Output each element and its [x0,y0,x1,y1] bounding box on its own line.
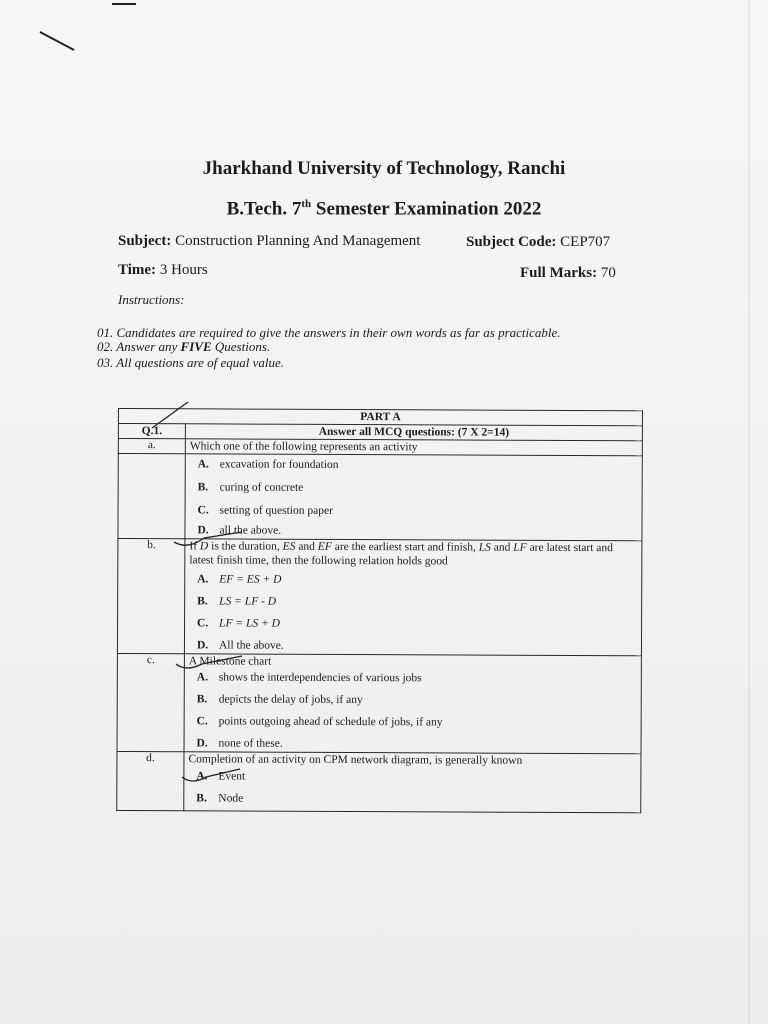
instructions-title: Instructions: [118,292,185,307]
question-number: Q.1. [118,424,185,439]
option: B. LS = LF - D [197,595,277,608]
subject-code-line: Subject Code: CEP707 [466,234,611,250]
instruction-3: 03. All questions are of equal value. [97,355,285,370]
question-stem: Completion of an activity on CPM network diagram, is generally known [188,753,523,767]
option: B. curing of concrete [197,481,304,494]
question-row [117,539,641,656]
option: D. none of these. [196,737,283,750]
option: A. excavation for foundation [197,458,339,471]
paper-fold [748,0,750,1024]
pen-dash-mark [110,0,140,8]
instruction-1: 01. Candidates are required to give the answers in their own words as far as practicable. [97,325,561,340]
question-row [118,439,642,456]
tick-mark-q1 [148,398,192,434]
answer-mark-c [178,765,258,787]
question-label: a. [118,439,185,454]
question-stem: A Milestone chart [188,655,272,668]
question-cell [184,539,641,656]
option: C. LF = LS + D [197,617,280,630]
question-label: d. [117,751,184,810]
option: B. depicts the delay of jobs, if any [196,693,363,707]
option: A. EF = ES + D [197,573,282,586]
answer-mark-b [172,652,252,676]
part-a-heading: PART A [118,409,642,426]
option: D. all the above. [197,524,282,537]
full-marks-line: Full Marks: 70 [520,265,616,281]
question-table [116,408,643,813]
question-stem: If D is the duration, ES and EF are the earliest start and finish, LS and LF are latest start and latest finish time, then the following relation holds good [189,540,613,568]
pen-stroke-mark [38,28,78,53]
options-cell [185,454,642,541]
option: C. setting of question paper [197,504,333,517]
option: A. Event [196,770,246,783]
option: B. Node [196,792,244,805]
question-label: c. [117,653,184,751]
exam-title: B.Tech. 7th Semester Examination 2022 [226,198,542,220]
option: D. All the above. [196,639,284,652]
mcq-instruction: Answer all MCQ questions: (7 X 2=14) [185,424,642,441]
time-line: Time: 3 Hours [118,262,208,278]
question-label: b. [117,539,185,654]
instruction-2: 02. Answer any FIVE Questions. [97,339,271,354]
subject-line: Subject: Construction Planning And Management [118,233,421,249]
answer-mark-a [170,528,250,552]
university-title: Jharkhand University of Technology, Ranchi [202,158,566,179]
question-cell [184,654,641,754]
option: A. shows the interdependencies of various jobs [196,671,422,685]
question-stem: Which one of the following represents an activity [185,439,642,456]
option: C. points outgoing ahead of schedule of jobs, if any [196,715,443,729]
